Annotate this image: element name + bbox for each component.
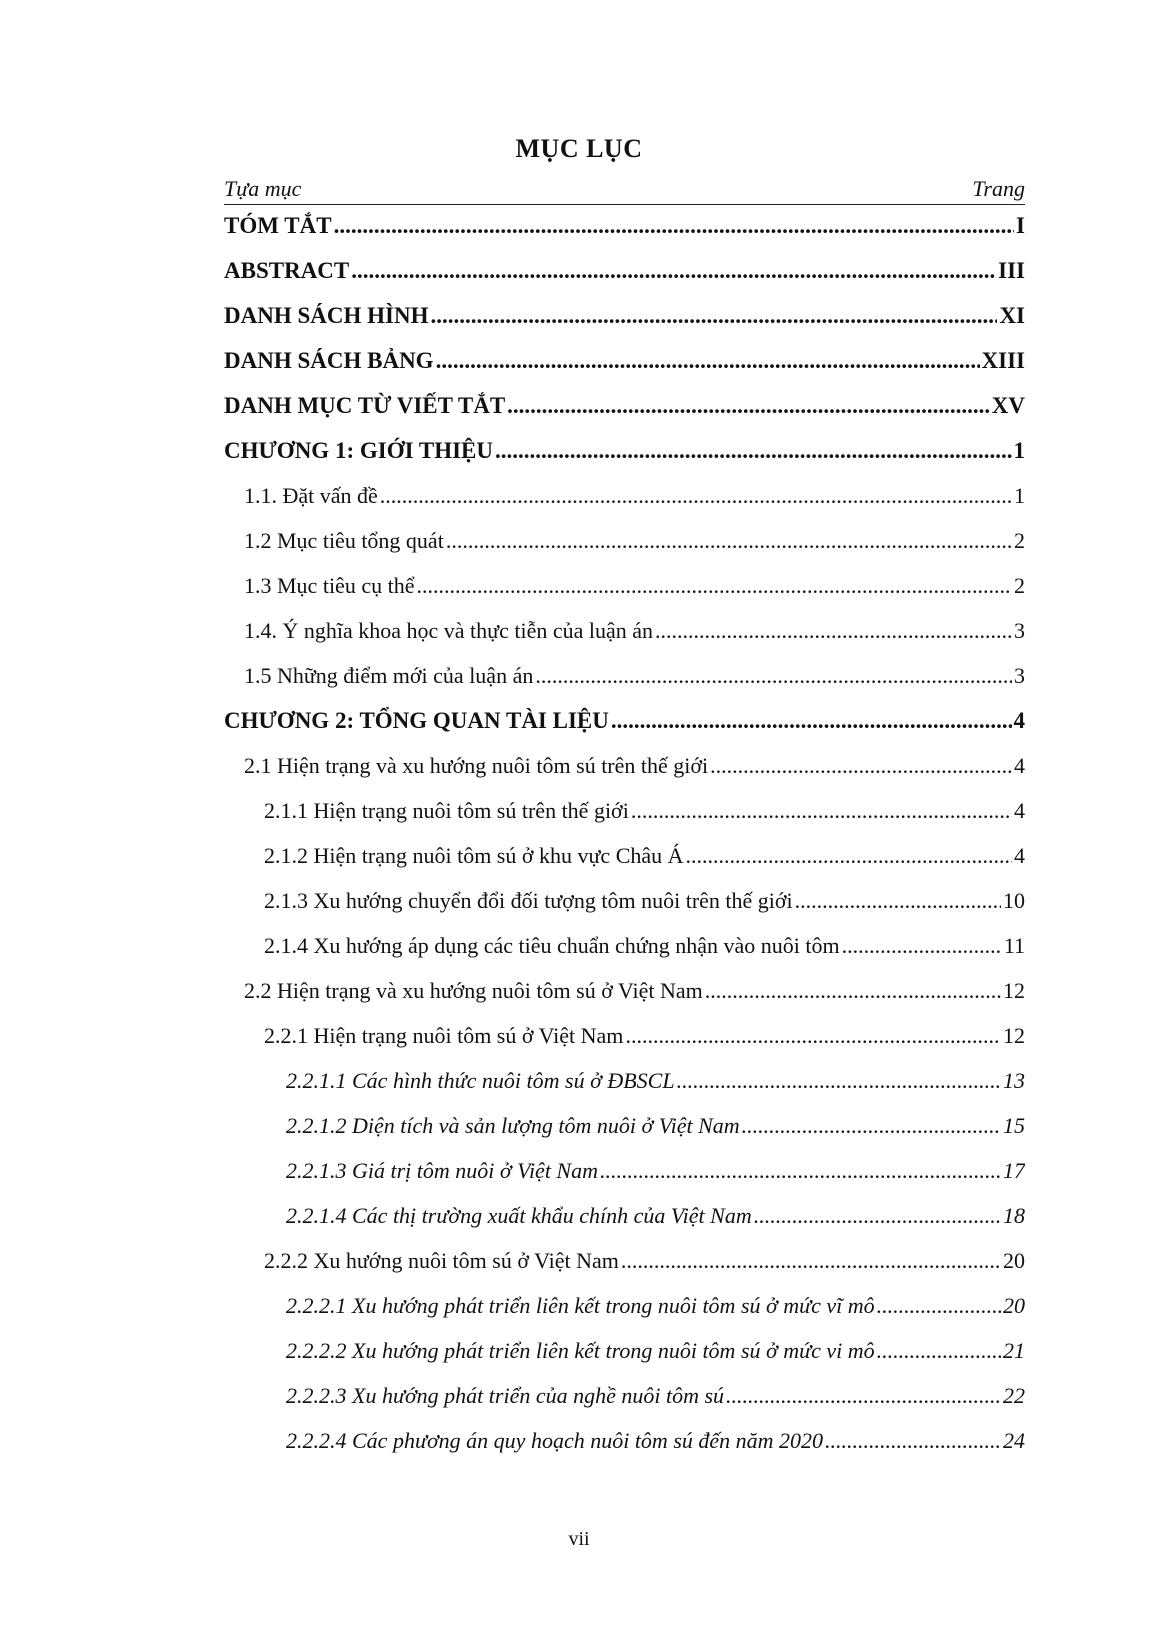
leader-dots <box>686 840 1012 872</box>
leader-dots <box>495 435 1011 467</box>
toc-entry[interactable]: 2.1.4 Xu hướng áp dụng các tiêu chuẩn chứng nhận vào nuôi tôm ..... 11 <box>264 930 1025 962</box>
leader-dots <box>507 390 990 422</box>
toc-entry[interactable]: 2.2.1 Hiện trạng nuôi tôm sú ở Việt Nam ..... 12 <box>264 1020 1025 1052</box>
toc-entry[interactable]: 2.2.2 Xu hướng nuôi tôm sú ở Việt Nam ..... 20 <box>264 1245 1025 1277</box>
toc-entry[interactable]: 2.2 Hiện trạng và xu hướng nuôi tôm sú ở Việt Nam ..... 12 <box>244 975 1025 1007</box>
toc-entry[interactable]: 2.1 Hiện trạng và xu hướng nuôi tôm sú trên thế giới ..... 4 <box>244 750 1025 782</box>
page-number: vii <box>568 1528 590 1550</box>
leader-dots <box>416 570 1012 602</box>
toc-entry[interactable]: 1.5 Những điểm mới của luận án ..... 3 <box>244 660 1025 692</box>
toc-entry[interactable]: 1.4. Ý nghĩa khoa học và thực tiễn của luận án ..... 3 <box>244 615 1025 647</box>
toc-entry[interactable]: 1.1. Đặt vấn đề ..... 1 <box>244 480 1025 512</box>
toc-entry[interactable]: TÓM TẮT ..... I <box>224 210 1025 242</box>
column-header-page: Trang <box>972 176 1025 201</box>
toc-entry[interactable]: 2.2.1.4 Các thị trường xuất khẩu chính của Việt Nam ..... 18 <box>286 1200 1025 1232</box>
toc-entry[interactable]: 2.2.1.1 Các hình thức nuôi tôm sú ở ĐBSCL ..... 13 <box>286 1065 1025 1097</box>
leader-dots <box>446 525 1012 557</box>
toc-entry[interactable]: 1.3 Mục tiêu cụ thể ..... 2 <box>244 570 1025 602</box>
toc-entry[interactable]: 2.2.2.4 Các phương án quy hoạch nuôi tôm sú đến năm 2020 ..... 24 <box>286 1425 1025 1457</box>
toc-title: MỤC LỤC <box>515 134 643 163</box>
toc-entry[interactable]: DANH MỤC TỪ VIẾT TẮT ..... XV <box>224 390 1025 422</box>
leader-dots <box>600 1155 1001 1187</box>
leader-dots <box>436 345 980 377</box>
toc-entry[interactable]: 2.1.1 Hiện trạng nuôi tôm sú trên thế giới ..... 4 <box>264 795 1025 827</box>
leader-dots <box>380 480 1012 512</box>
toc-entry[interactable]: 2.2.2.2 Xu hướng phát triển liên kết trong nuôi tôm sú ở mức vi mô ..... 21 <box>286 1335 1025 1367</box>
toc-entry[interactable]: 1.2 Mục tiêu tổng quát ..... 2 <box>244 525 1025 557</box>
toc-entry[interactable]: ABSTRACT ..... III <box>224 255 1025 287</box>
leader-dots <box>351 255 996 287</box>
toc-entry[interactable]: CHƯƠNG 2: TỔNG QUAN TÀI LIỆU ..... 4 <box>224 705 1025 737</box>
column-header-section: Tựa mục <box>224 176 302 201</box>
leader-dots <box>621 1245 1001 1277</box>
leader-dots <box>535 660 1012 692</box>
leader-dots <box>710 750 1012 782</box>
leader-dots <box>825 1425 1001 1457</box>
toc-entry[interactable]: 2.2.2.3 Xu hướng phát triển của nghề nuôi tôm sú ..... 22 <box>286 1380 1025 1412</box>
leader-dots <box>430 300 997 332</box>
leader-dots <box>625 1020 1001 1052</box>
leader-dots <box>795 885 1001 917</box>
leader-dots <box>677 1065 1001 1097</box>
leader-dots <box>705 975 1001 1007</box>
leader-dots <box>726 1380 1001 1412</box>
toc-entry[interactable]: 2.1.3 Xu hướng chuyển đổi đối tượng tôm nuôi trên thế giới ..... 10 <box>264 885 1025 917</box>
toc-entry[interactable]: 2.1.2 Hiện trạng nuôi tôm sú ở khu vực Châu Á ..... 4 <box>264 840 1025 872</box>
leader-dots <box>611 705 1012 737</box>
leader-dots <box>877 1290 1001 1322</box>
leader-dots <box>655 615 1012 647</box>
toc-entry[interactable]: CHƯƠNG 1: GIỚI THIỆU ..... 1 <box>224 435 1025 467</box>
leader-dots <box>877 1335 1001 1367</box>
toc-entry[interactable]: 2.2.1.3 Giá trị tôm nuôi ở Việt Nam ..... 17 <box>286 1155 1025 1187</box>
leader-dots <box>842 930 1002 962</box>
toc-entry[interactable]: DANH SÁCH HÌNH ..... XI <box>224 300 1025 332</box>
leader-dots <box>334 210 1014 242</box>
toc-entry[interactable]: 2.2.2.1 Xu hướng phát triển liên kết trong nuôi tôm sú ở mức vĩ mô ..... 20 <box>286 1290 1025 1322</box>
leader-dots <box>754 1200 1001 1232</box>
toc-entry[interactable]: DANH SÁCH BẢNG ..... XIII <box>224 345 1025 377</box>
leader-dots <box>742 1110 1001 1142</box>
toc-entry[interactable]: 2.2.1.2 Diện tích và sản lượng tôm nuôi ở Việt Nam ..... 15 <box>286 1110 1025 1142</box>
leader-dots <box>631 795 1012 827</box>
